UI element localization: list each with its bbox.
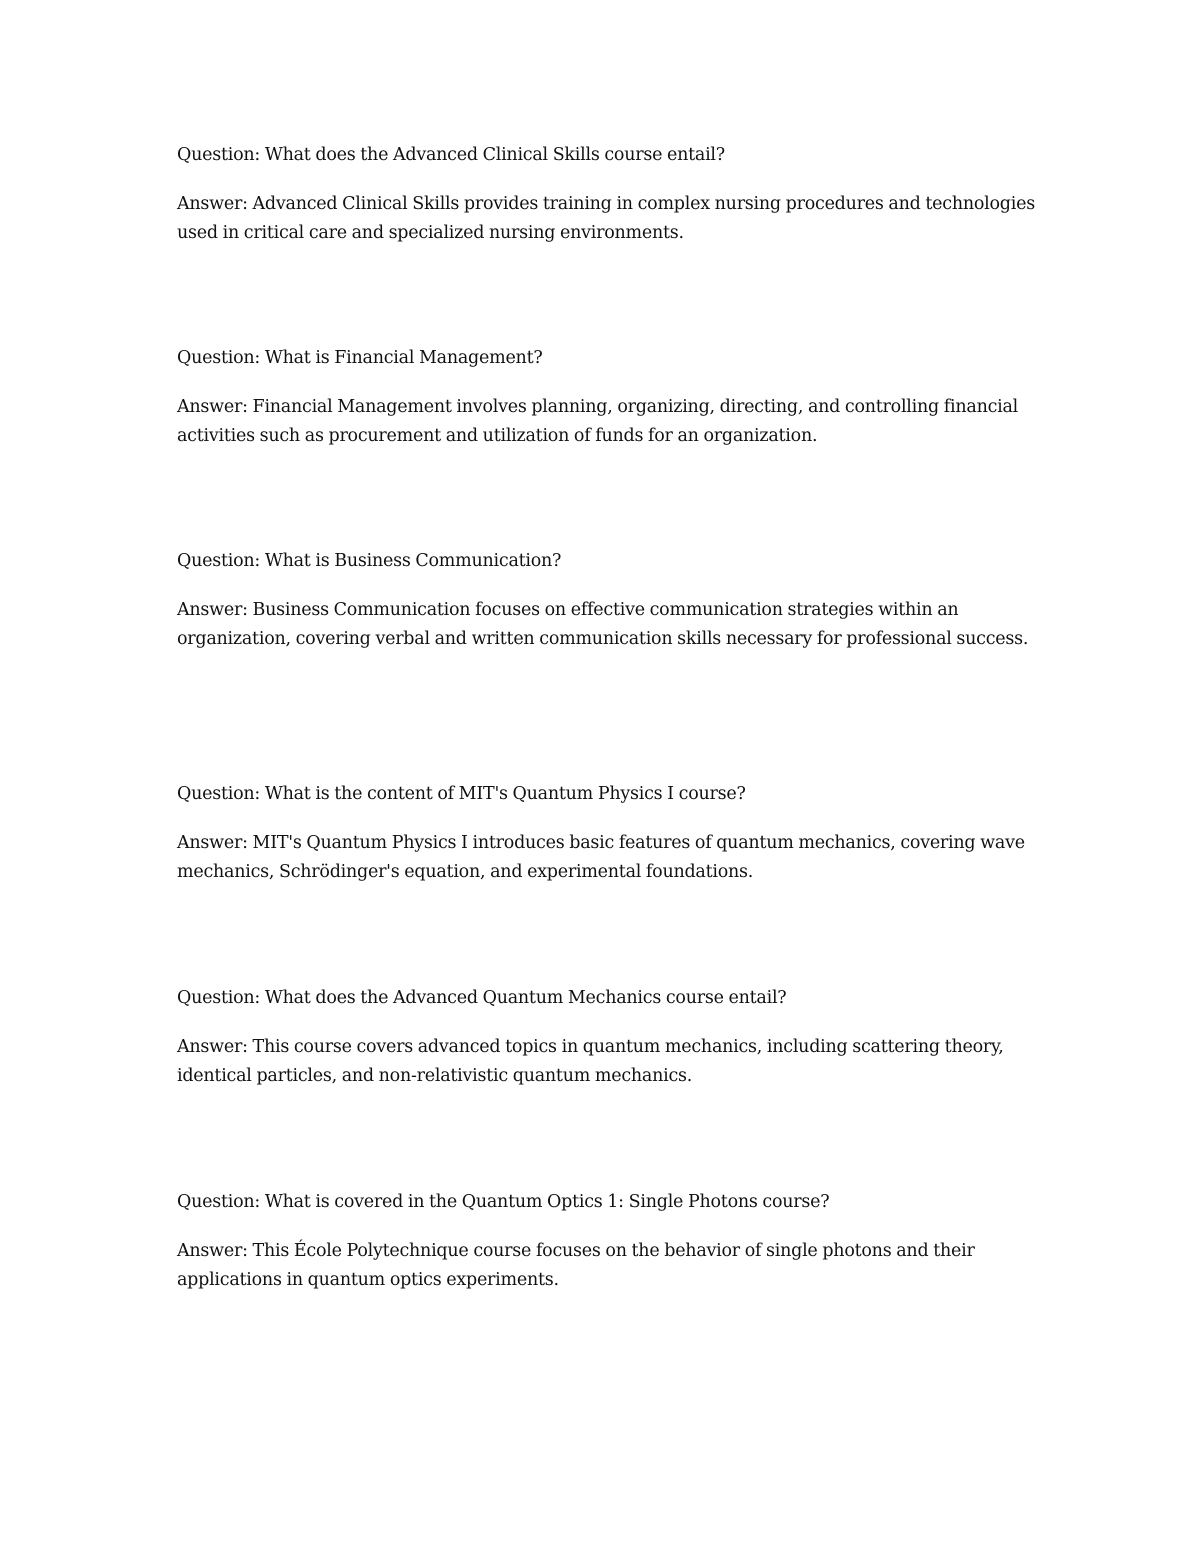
question-text: Question: What is the content of MIT's Quantum Physics I course? [177,784,746,804]
question-text: Question: What is covered in the Quantum Optics 1: Single Photons course? [177,1192,830,1212]
question-text: Question: What does the Advanced Quantum Mechanics course entail? [177,988,787,1008]
answer-text: Answer: Financial Management involves planning, organizing, directing, and controlling financial activities such as procurement and utilization of funds for an organization. [177,396,1019,446]
qa-block [177,141,1037,249]
answer-text: Answer: This course covers advanced topics in quantum mechanics, including scattering theory, identical particles, and non-relativistic quantum mechanics. [177,1036,1004,1086]
qa-block [177,547,1037,655]
answer-text: Answer: Business Communication focuses on effective communication strategies within an organization, covering verbal and written communication skills necessary for professional success. [177,599,1029,649]
question-text: Question: What does the Advanced Clinical Skills course entail? [177,145,725,165]
answer-text: Answer: Advanced Clinical Skills provides training in complex nursing procedures and technologies used in critical care and specialized nursing environments. [177,193,1035,243]
answer-text: Answer: MIT's Quantum Physics I introduces basic features of quantum mechanics, covering wave mechanics, Schrödinger's equation, and experimental foundations. [177,832,1025,882]
qa-block [177,344,1037,452]
question-text: Question: What is Business Communication? [177,551,562,571]
question-text: Question: What is Financial Management? [177,348,543,368]
answer-text: Answer: This École Polytechnique course focuses on the behavior of single photons and their applications in quantum optics experiments. [177,1240,975,1290]
qa-block [177,984,1037,1092]
qa-block [177,1188,1037,1296]
qa-block [177,780,1037,888]
